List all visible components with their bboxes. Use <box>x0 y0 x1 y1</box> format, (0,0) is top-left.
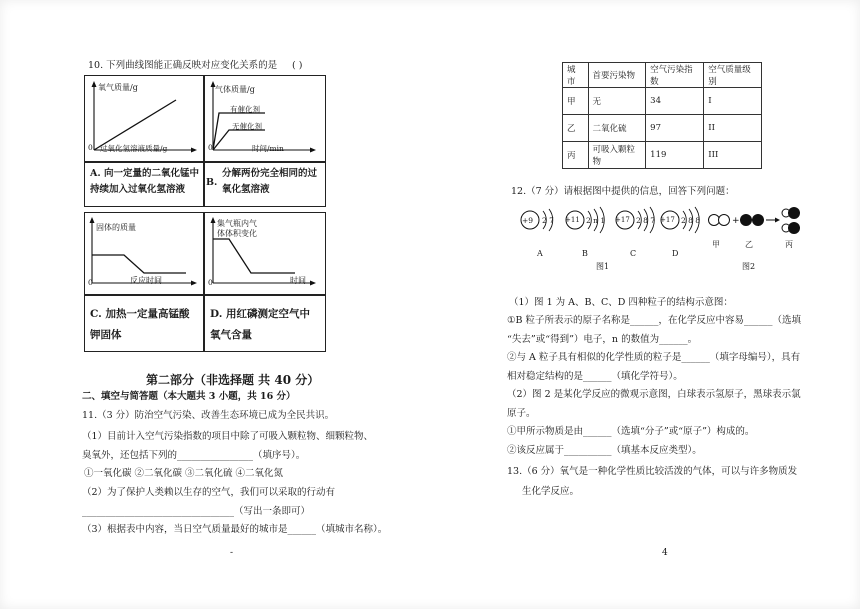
label-yi: 乙 <box>745 240 753 249</box>
q13-line2: 生化学反应。 <box>522 486 580 497</box>
q11-p1b: 臭氧外，还包括下列的________________（填序号）。 <box>82 450 306 461</box>
atom-d-shells: 2 8 8 <box>681 216 701 225</box>
atom-b-nucleus: +11 <box>565 216 580 224</box>
part2-title: 第二部分（非选择题 共 40 分） <box>146 373 320 387</box>
svg-text:+: + <box>732 216 740 226</box>
option-c-line2: 钾固体 <box>90 329 122 341</box>
air-quality-table <box>562 62 762 169</box>
table-cell: 34 <box>646 88 704 115</box>
table-cell: II <box>704 115 762 142</box>
q12-p2a: （2）图 2 是某化学反应的微观示意图，白球表示氢原子，黑球表示氯 <box>507 389 801 400</box>
option-b-line2: 氧化氢溶液 <box>222 184 270 195</box>
chart-d-ylabel-1: 集气瓶内气 <box>217 219 257 228</box>
atom-a-shells: 2 7 <box>542 216 554 225</box>
table-row <box>563 142 762 169</box>
table-cell: 119 <box>646 142 704 169</box>
molecule-yi <box>740 214 764 226</box>
q11-stem: 11.（3 分）防治空气污染、改善生态环境已成为全民共识。 <box>82 410 335 421</box>
q10-answer-paren: ( ) <box>292 60 303 71</box>
figure2-caption: 图2 <box>742 262 756 271</box>
atom-d-label: D <box>672 249 679 258</box>
table-row <box>563 88 762 115</box>
chart-d-ylabel-2: 体体积变化 <box>217 229 257 238</box>
q12-p1-2a: ②与 A 粒子具有相似的化学性质的粒子是______（填字母编号），具有 <box>507 352 801 363</box>
q11-p3: （3）根据表中内容，当日空气质量最好的城市是______（填城市名称）。 <box>82 524 388 535</box>
atom-b-label: B <box>582 249 588 258</box>
table-cell: 可吸入颗粒物 <box>588 142 646 169</box>
chart-a-xlabel: 过氧化氢溶液质量/g <box>100 144 168 153</box>
option-b-line1: 分解两份完全相同的过 <box>222 168 318 179</box>
atom-c-label: C <box>630 249 637 258</box>
table-cell: 无 <box>588 88 646 115</box>
q12-p2-2: ②该反应属于__________（填基本反应类型）。 <box>507 445 702 456</box>
q11-p2a: （2）为了保护人类赖以生存的空气，我们可以采取的行动有 <box>82 487 336 498</box>
table-cell: I <box>704 88 762 115</box>
chart-c-xlabel: 反应时间 <box>130 276 162 285</box>
option-d-line2: 氧气含量 <box>210 329 252 341</box>
table-cell: 二氧化硫 <box>588 115 646 142</box>
label-bing: 丙 <box>785 240 793 249</box>
q12-p1-2b: 相对稳定结构的是______（填化学符号）。 <box>507 371 683 382</box>
option-d-line1: D. 用红磷测定空气中 <box>210 308 311 320</box>
table-cell: 乙 <box>563 115 589 142</box>
option-c-line1: C. 加热一定量高锰酸 <box>90 308 190 320</box>
section2-title: 二、填空与简答题（本大题共 3 小题，共 16 分） <box>82 391 296 402</box>
atom-b-shells: 2 n 1 <box>586 216 606 225</box>
right-page-number: 4 <box>662 548 668 558</box>
chart-d-origin: 0 <box>208 278 213 287</box>
q13-line1: 13.（6 分）氧气是一种化学性质比较活泼的气体，可以与许多物质发 <box>507 466 798 477</box>
q11-p2b: ________________________________（写出一条即可） <box>82 506 311 517</box>
atom-a-label: A <box>537 249 543 258</box>
chart-d-xlabel: 时间 <box>290 276 306 285</box>
atom-c-shells: 2 8 7 <box>636 216 656 225</box>
table-header: 空气污染指数 <box>646 63 704 88</box>
table-cell: 97 <box>646 115 704 142</box>
figure1-caption: 图1 <box>596 262 610 271</box>
table-cell: 丙 <box>563 142 589 169</box>
chart-b-line2-label: 无催化剂 <box>232 122 262 131</box>
table-cell: III <box>704 142 762 169</box>
chart-a-origin: 0 <box>88 143 93 152</box>
chart-b-xlabel: 时间/min <box>252 144 284 153</box>
option-b-letter: B. <box>206 177 218 188</box>
q12-p2b: 原子。 <box>507 408 536 419</box>
q12-p1-1b: “失去”或“得到”）电子，n 的数值为______。 <box>507 334 698 345</box>
table-header: 城市 <box>563 63 589 88</box>
molecule-bing <box>782 207 800 234</box>
label-jia: 甲 <box>712 240 720 249</box>
atom-a-nucleus: +9 <box>522 216 534 225</box>
option-a-line2: 持续加入过氧化氢溶液 <box>90 184 186 195</box>
atom-d-nucleus: +17 <box>660 216 675 224</box>
table-row <box>563 115 762 142</box>
chart-c-ylabel: 固体的质量 <box>96 223 136 232</box>
q11-p1a: （1）目前计入空气污染指数的项目中除了可吸入颗粒物、细颗粒物、 <box>82 431 374 442</box>
q10-stem: 10. 下列曲线图能正确反映对应变化关系的是 <box>88 60 278 71</box>
chart-b-line1-label: 有催化剂 <box>230 105 260 114</box>
left-page-number: - <box>230 548 234 558</box>
atom-diagrams <box>510 205 710 275</box>
q12-p2-1: ①甲所示物质是由______（选填“分子”或“原子”）构成的。 <box>507 426 755 437</box>
atom-c-nucleus: +17 <box>615 216 630 224</box>
chart-b-ylabel: 气体质量/g <box>215 85 255 94</box>
option-a-line1: A. 向一定量的二氧化锰中 <box>90 168 199 179</box>
chart-a-ylabel: 氧气质量/g <box>98 83 138 92</box>
table-header: 空气质量级别 <box>704 63 762 88</box>
table-header-row <box>563 63 762 88</box>
chart-b-origin: 0 <box>208 143 213 152</box>
table-cell: 甲 <box>563 88 589 115</box>
q12-p1: （1）图 1 为 A、B、C、D 四种粒子的结构示意图： <box>509 297 733 308</box>
table-header: 首要污染物 <box>588 63 646 88</box>
chart-c-origin: 0 <box>88 278 93 287</box>
q11-choices: ①一氧化碳 ②二氧化碳 ③二氧化硫 ④二氧化氮 <box>84 468 284 479</box>
q12-stem: 12.（7 分）请根据图中提供的信息，回答下列问题： <box>511 186 735 197</box>
molecule-jia <box>709 215 730 226</box>
q12-p1-1a: ①B 粒子所表示的原子名称是______，在化学反应中容易______（选填 <box>507 315 802 326</box>
